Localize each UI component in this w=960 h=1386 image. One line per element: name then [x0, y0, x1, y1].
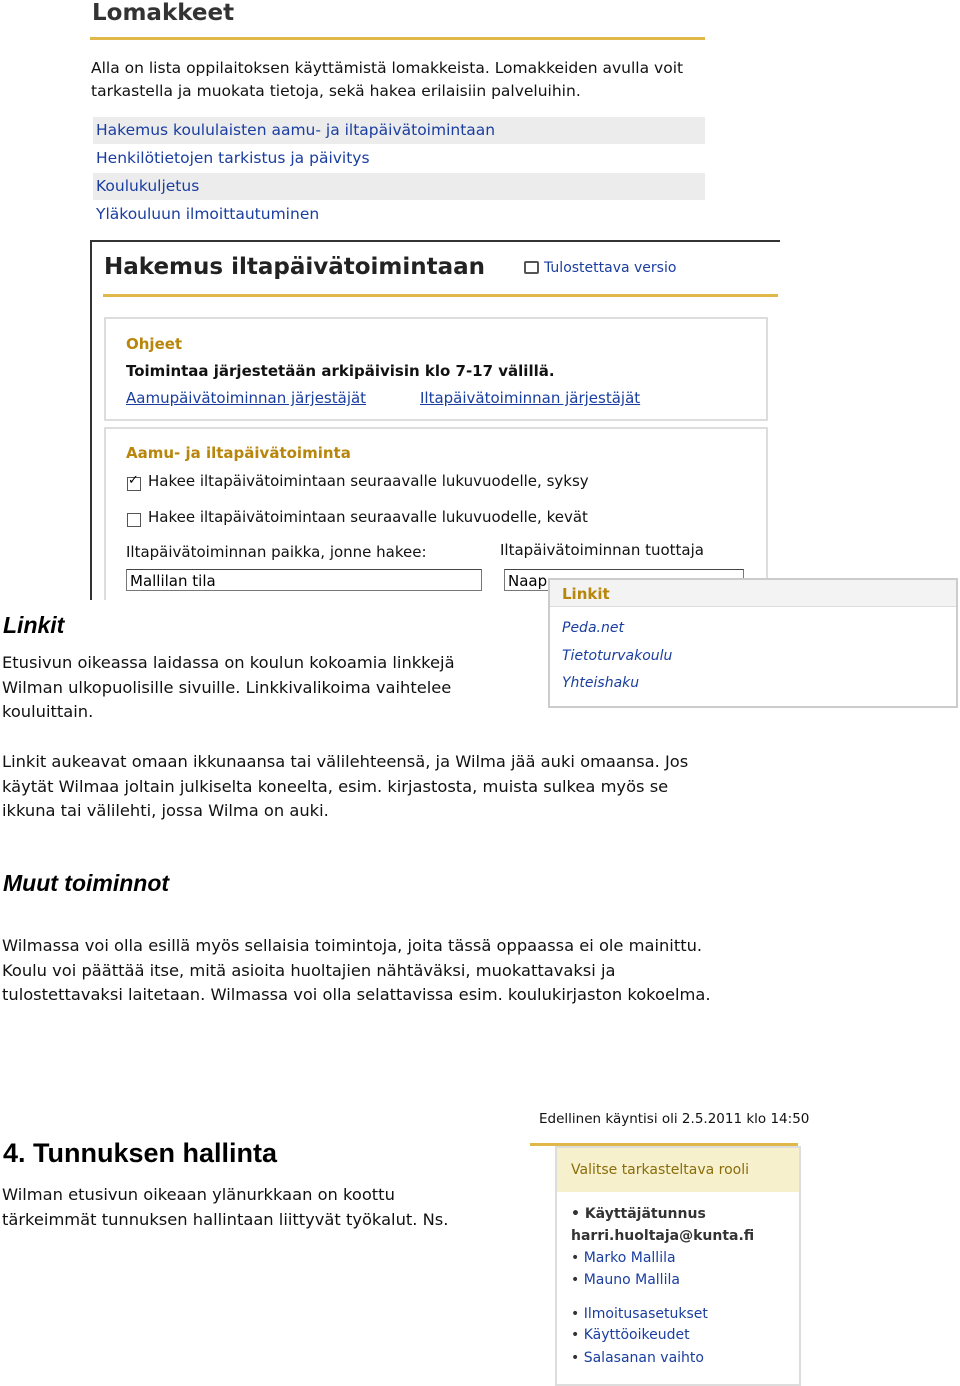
ohjeet-text: Toimintaa järjestetään arkipäivisin klo 7-17 välillä. [126, 362, 555, 380]
hakemus-window [90, 240, 780, 600]
lomakkeet-intro: Alla on lista oppilaitoksen käyttämistä lomakkeista. Lomakkeiden avulla voit tarkastella ja muokata tietoja, sekä hakea erilaisiin palveluihin. [91, 59, 684, 100]
place-label: Iltapäivätoiminnan paikka, jonne hakee: [126, 543, 427, 561]
linkit-heading: Linkit [3, 612, 65, 638]
aamu-organizers-link[interactable]: Aamupäivätoiminnan järjestäjät [126, 389, 367, 407]
form-link[interactable]: Henkilötietojen tarkistus ja päivitys [96, 149, 370, 167]
place-input[interactable]: Mallilan tila [126, 569, 482, 591]
section-title: Aamu- ja iltapäivätoiminta [126, 444, 351, 462]
linkit-paragraph-2 [2, 750, 688, 824]
link-tietoturvakoulu[interactable]: Tietoturvakoulu [562, 648, 673, 664]
text-line: käytät Wilmaa joltain julkiselta koneelta, esim. kirjastosta, muista sulkea myös se [2, 776, 669, 796]
role-panel [555, 1146, 801, 1386]
text-line: Koulu voi päättää itse, mitä asioita huoltajien nähtäväksi, muokattavaksi ja [2, 960, 616, 980]
form-link-row[interactable] [93, 145, 705, 172]
provider-label: Iltapäivätoiminnan tuottaja [500, 541, 704, 559]
role-select-title[interactable]: Valitse tarkasteltava rooli [557, 1148, 799, 1192]
title-rule [103, 294, 778, 297]
text-line: Wilman ulkopuolisille sivuille. Linkkivalikoima vaihtelee [2, 677, 452, 697]
lomakkeet-screenshot [90, 0, 780, 600]
form-link[interactable]: Hakemus koululaisten aamu- ja iltapäivätoimintaan [96, 121, 496, 139]
ilta-organizers-link[interactable]: Iltapäivätoiminnan järjestäjät [420, 389, 641, 407]
text-line: Linkit aukeavat omaan ikkunaansa tai välilehteensä, ja Wilma jää auki omaansa. Jos [2, 752, 689, 771]
lomakkeet-title: Lomakkeet [92, 0, 235, 26]
text-line: Etusivun oikeassa laidassa on koulun kokoamia linkkejä [2, 653, 455, 672]
printer-icon [524, 261, 539, 274]
accounts-label: • Käyttäjätunnus [571, 1206, 706, 1222]
form-link[interactable]: Koulukuljetus [96, 177, 200, 195]
linkit-paragraph-1 [2, 651, 455, 725]
title-rule [90, 37, 705, 40]
permissions-link[interactable]: • Käyttöoikeudet [571, 1327, 690, 1343]
tunnus-paragraph [2, 1183, 448, 1232]
muut-paragraph [2, 934, 711, 1008]
text-line: tulostettavaksi laitetaan. Wilmassa voi olla selattavissa esim. koulukirjaston kokoelma. [2, 985, 711, 1004]
notification-settings-link[interactable]: • Ilmoitusasetukset [571, 1306, 708, 1322]
text-line: Wilmassa voi olla esillä myös sellaisia toimintoja, joita tässä oppaassa ei ole mainittu. [2, 936, 703, 955]
text-line: ikkuna tai välilehti, jossa Wilma on auki. [2, 801, 329, 820]
text-line: Wilman etusivun oikeaan ylänurkkaan on koottu [2, 1185, 395, 1204]
print-link[interactable] [524, 260, 676, 276]
form-link[interactable]: Yläkouluun ilmoittautuminen [96, 205, 320, 223]
form-link-row[interactable] [93, 173, 705, 200]
person-link[interactable]: • Marko Mallila [571, 1250, 676, 1266]
ohjeet-box [104, 317, 768, 421]
autumn-checkbox[interactable] [127, 477, 141, 491]
linkit-panel-title: Linkit [550, 580, 956, 607]
print-link-label: Tulostettava versio [544, 260, 677, 276]
tunnus-heading: 4. Tunnuksen hallinta [3, 1138, 278, 1168]
spring-checkbox-label: Hakee iltapäivätoimintaan seuraavalle lukuvuodelle, kevät [148, 508, 588, 526]
aamu-ilta-box [104, 427, 768, 600]
linkit-panel [548, 578, 958, 708]
person-link[interactable]: • Mauno Mallila [571, 1272, 680, 1288]
autumn-checkbox-label: Hakee iltapäivätoimintaan seuraavalle lukuvuodelle, syksy [148, 472, 589, 490]
link-yhteishaku[interactable]: Yhteishaku [562, 675, 640, 691]
spring-checkbox[interactable] [127, 513, 141, 527]
text-line: tärkeimmät tunnuksen hallintaan liittyvät työkalut. Ns. [2, 1209, 449, 1229]
form-link-row[interactable] [93, 201, 705, 228]
ohjeet-title: Ohjeet [126, 335, 183, 353]
muut-heading: Muut toiminnot [3, 870, 170, 896]
last-visit-text: Edellinen käyntisi oli 2.5.2011 klo 14:50 [539, 1111, 810, 1127]
form-link-row[interactable] [93, 117, 705, 144]
text-line: kouluittain. [2, 702, 94, 721]
link-peda[interactable]: Peda.net [562, 620, 624, 636]
account-email: harri.huoltaja@kunta.fi [571, 1228, 755, 1244]
change-password-link[interactable]: • Salasanan vaihto [571, 1350, 704, 1366]
hakemus-title: Hakemus iltapäivätoimintaan [104, 254, 486, 280]
provider-select[interactable]: Naap [504, 569, 744, 591]
